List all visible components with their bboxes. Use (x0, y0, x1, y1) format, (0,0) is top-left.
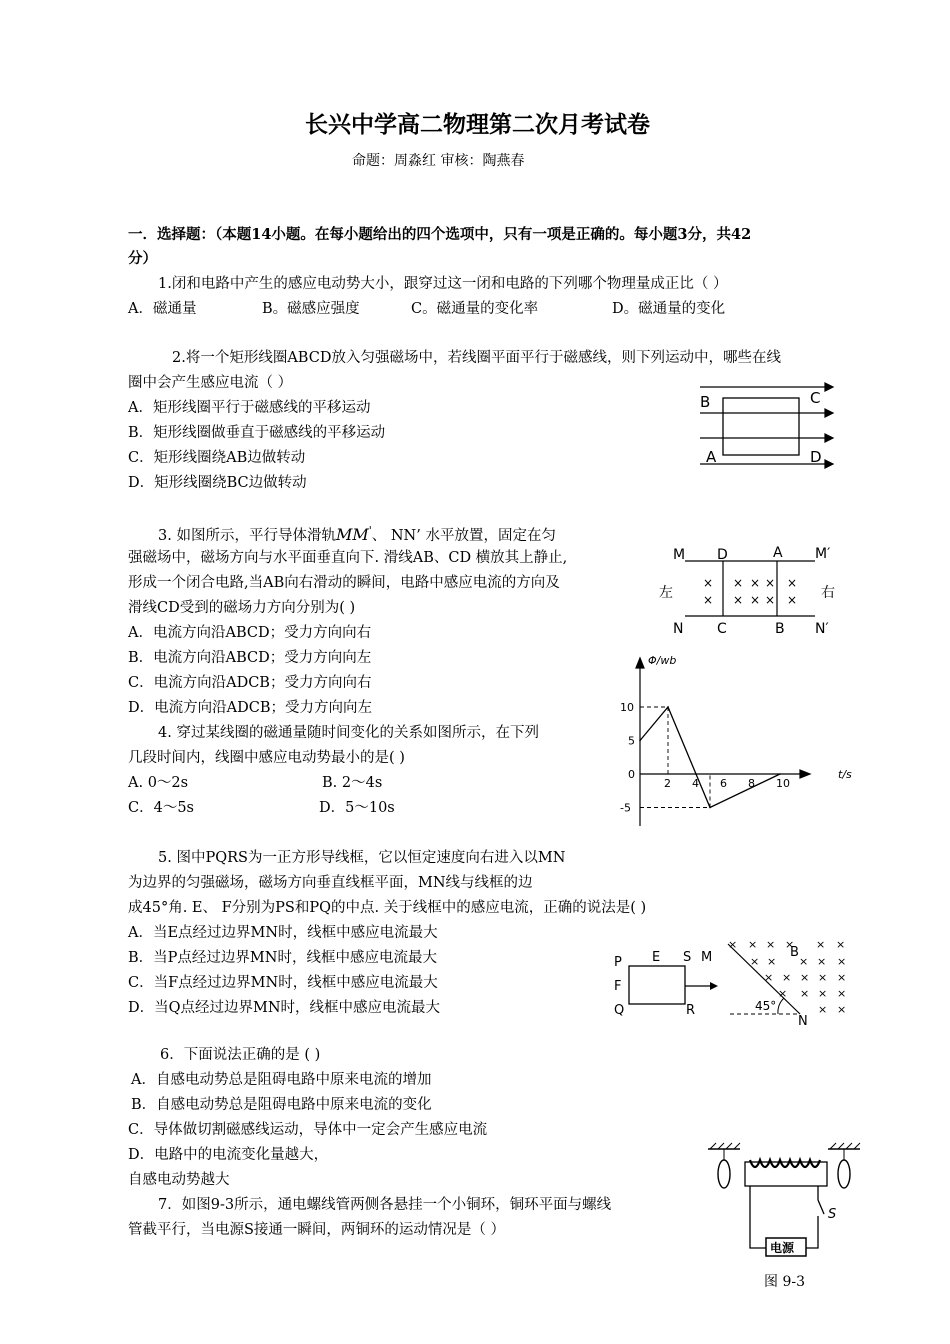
svg-text:×: × (818, 1003, 828, 1016)
q2-coil-figure (690, 380, 840, 475)
q5-option-b: B．当P点经过边界MN时，线框中感应电流最大 (128, 950, 437, 966)
q5-stem-line3: 成45°角. E、 F分别为PS和PQ的中点. 关于线框中的感应电流，正确的说法是( ) (128, 900, 647, 916)
svg-text:×: × (818, 987, 828, 1000)
q6-stem: 6．下面说法正确的是 ( ) (160, 1047, 321, 1063)
q2-label-c: C (810, 389, 821, 407)
q2-stem-cont: 圈中会产生感应电流（ ） (128, 375, 293, 391)
q3-label-m-prime: M′ (815, 546, 831, 562)
q2-option-b: B．矩形线圈做垂直于磁感线的平移运动 (128, 425, 386, 441)
q3-option-d: D．电流方向沿ADCB；受力方向向左 (128, 700, 372, 716)
q7-stem-cont: 管截平行，当电源S接通一瞬间，两铜环的运动情况是（ ） (128, 1222, 506, 1238)
q3-label-m: M (673, 547, 686, 563)
q3-label-right: 右 (821, 585, 835, 601)
page-title: 长兴中学高二物理第二次月考试卷 (305, 112, 650, 138)
q3-stem (158, 522, 556, 545)
q3-stem-line2: 强磁场中，磁场方向与水平面垂直向下. 滑线AB、CD 横放其上静止, (128, 550, 568, 566)
svg-text:×: × (782, 971, 792, 984)
svg-text:×: × (836, 938, 846, 951)
q5-option-a: A．当E点经过边界MN时，线框中感应电流最大 (128, 925, 438, 941)
q2-label-b: B (700, 393, 711, 411)
q1-option-a: A．磁通量 (128, 301, 197, 317)
q4-option-b: B. 2～4s (322, 775, 383, 791)
q1-option-b: B。磁感应强度 (262, 301, 360, 317)
svg-text:×: × (764, 971, 774, 984)
q3-option-b: B．电流方向沿ABCD；受力方向向左 (128, 650, 372, 666)
q4-stem-cont: 几段时间内，线圈中感应电动势最小的是( ) (128, 750, 405, 766)
q5-label-s: S (683, 950, 692, 965)
q4-option-a: A. 0～2s (128, 775, 189, 791)
svg-text:×: × (728, 938, 738, 951)
q3-rail-prime: ' (368, 524, 372, 537)
q3-rail-figure (655, 540, 855, 645)
q5-label-n: N (798, 1014, 808, 1029)
flux-time-chart (600, 650, 870, 830)
q5-option-c: C．当F点经过边界MN时，线框中感应电流最大 (128, 975, 438, 991)
q5-stem-line2: 为边界的匀强磁场，磁场方向垂直线框平面，MN线与线框的边 (128, 875, 533, 891)
svg-text:×: × (750, 593, 761, 607)
svg-text:×: × (785, 938, 795, 951)
q7-solenoid-figure (700, 1140, 870, 1290)
flux-y-arrow (636, 658, 644, 668)
svg-text:×: × (703, 576, 714, 590)
svg-text:×: × (767, 955, 777, 968)
svg-text:×: × (748, 938, 758, 951)
svg-text:×: × (787, 576, 798, 590)
svg-text:×: × (837, 987, 847, 1000)
q6-option-c: C．导体做切割磁感线运动，导体中一定会产生感应电流 (128, 1122, 488, 1138)
q5-option-d: D．当Q点经过边界MN时，线框中感应电流最大 (128, 1000, 441, 1016)
q6-option-d-cont: 自感电动势越大 (128, 1172, 230, 1188)
section-heading-cont: 分） (128, 250, 157, 267)
svg-text:×: × (766, 938, 776, 951)
svg-text:×: × (817, 955, 827, 968)
q7-power-source: 电源 (770, 1241, 795, 1255)
flux-x-tick: 4 (692, 777, 699, 790)
q3-option-c: C．电流方向沿ADCB；受力方向向右 (128, 675, 372, 691)
svg-text:×: × (733, 576, 744, 590)
q4-stem: 4. 穿过某线圈的磁通量随时间变化的关系如图所示，在下列 (158, 725, 539, 741)
q5-label-e: E (652, 950, 661, 965)
q5-label-m: M (701, 950, 713, 965)
q7-figure-caption: 图 9-3 (764, 1274, 805, 1290)
q3-stem-line4: 滑线CD受到的磁场力方向分别为( ) (128, 600, 356, 616)
svg-text:×: × (800, 971, 810, 984)
svg-text:×: × (787, 593, 798, 607)
flux-y-tick: 10 (620, 701, 634, 714)
svg-text:×: × (750, 576, 761, 590)
svg-text:×: × (733, 593, 744, 607)
svg-text:×: × (837, 1003, 847, 1016)
flux-y-tick: 5 (628, 734, 635, 748)
q3-label-b: B (775, 621, 785, 637)
svg-text:×: × (837, 971, 847, 984)
svg-text:×: × (800, 987, 810, 1000)
flux-x-tick: 2 (664, 777, 671, 790)
svg-text:×: × (799, 955, 809, 968)
flux-y-tick: 0 (628, 768, 635, 781)
q4-option-d: D．5～10s (319, 800, 395, 816)
section-heading: 一．选择题：（本题14小题。在每小题给出的四个选项中，只有一项是正确的。每小题3分，共42 (128, 226, 752, 243)
q1-option-d: D。磁通量的变化 (612, 301, 726, 317)
q5-label-q: Q (614, 1003, 625, 1018)
q5-frame-figure (610, 936, 860, 1029)
q3-stem-a: 3. 如图所示，平行导体滑轨 (158, 527, 336, 544)
flux-x-tick: 6 (720, 777, 727, 790)
svg-text:×: × (703, 593, 714, 607)
q6-option-d: D．电路中的电流变化量越大， (128, 1147, 329, 1163)
flux-y-tick: -5 (620, 801, 631, 815)
flux-x-tick: 10 (776, 777, 790, 790)
svg-text:×: × (750, 955, 760, 968)
flux-x-tick: 8 (748, 777, 755, 790)
q3-label-a: A (773, 545, 783, 561)
q6-option-a: A．自感电动势总是阻碍电路中原来电流的增加 (131, 1072, 432, 1088)
svg-text:×: × (765, 593, 776, 607)
q3-option-a: A．电流方向沿ABCD；受力方向向右 (128, 625, 372, 641)
q3-stem-b: 、 NN’ 水平放置，固定在匀 (371, 527, 556, 544)
q2-label-d: D (810, 448, 822, 466)
q2-option-c: C．矩形线圈绕AB边做转动 (128, 450, 306, 466)
flux-x-arrow (800, 770, 810, 778)
q3-rail: MM (335, 524, 369, 544)
flux-xlabel: t/s (838, 768, 852, 781)
q5-stem: 5. 图中PQRS为一正方形导线框，它以恒定速度向右进入以MN (158, 850, 566, 866)
q3-label-c: C (717, 621, 727, 637)
q5-label-r: R (686, 1003, 696, 1018)
q6-option-b: B．自感电动势总是阻碍电路中原来电流的变化 (131, 1097, 432, 1113)
svg-text:×: × (778, 987, 788, 1000)
q5-label-p: P (614, 955, 622, 970)
q1-stem: 1.闭和电路中产生的感应电动势大小，跟穿过这一闭和电路的下列哪个物理量成正比（ ） (158, 276, 728, 292)
q3-label-d: D (717, 547, 728, 563)
q2-option-d: D．矩形线圈绕BC边做转动 (128, 475, 307, 491)
q2-stem: 2.将一个矩形线圈ABCD放入匀强磁场中，若线圈平面平行于磁感线，则下列运动中，哪些在线 (172, 350, 781, 366)
q7-stem: 7．如图9-3所示，通电螺线管两侧各悬挂一个小铜环，铜环平面与螺线 (158, 1197, 612, 1213)
q2-label-a: A (706, 448, 717, 466)
svg-text:×: × (765, 576, 776, 590)
q4-option-c: C．4～5s (128, 800, 194, 816)
q5-label-b: B (790, 945, 799, 960)
q3-label-n: N (673, 621, 684, 637)
page-authors: 命题：周淼红 审核：陶燕春 (352, 153, 525, 169)
svg-text:×: × (816, 938, 826, 951)
q5-label-angle: 45° (755, 999, 777, 1013)
q2-option-a: A．矩形线圈平行于磁感线的平移运动 (128, 400, 371, 416)
flux-ylabel: Φ/wb (648, 654, 677, 667)
q3-stem-line3: 形成一个闭合电路,当AB向右滑动的瞬间，电路中感应电流的方向及 (128, 575, 560, 591)
q7-switch-label: S (828, 1207, 837, 1222)
q1-option-c: C。磁通量的变化率 (411, 301, 539, 317)
q3-label-n-prime: N′ (815, 621, 829, 637)
q3-label-left: 左 (659, 585, 673, 601)
svg-text:×: × (837, 955, 847, 968)
q5-label-f: F (614, 979, 622, 994)
svg-text:×: × (818, 971, 828, 984)
